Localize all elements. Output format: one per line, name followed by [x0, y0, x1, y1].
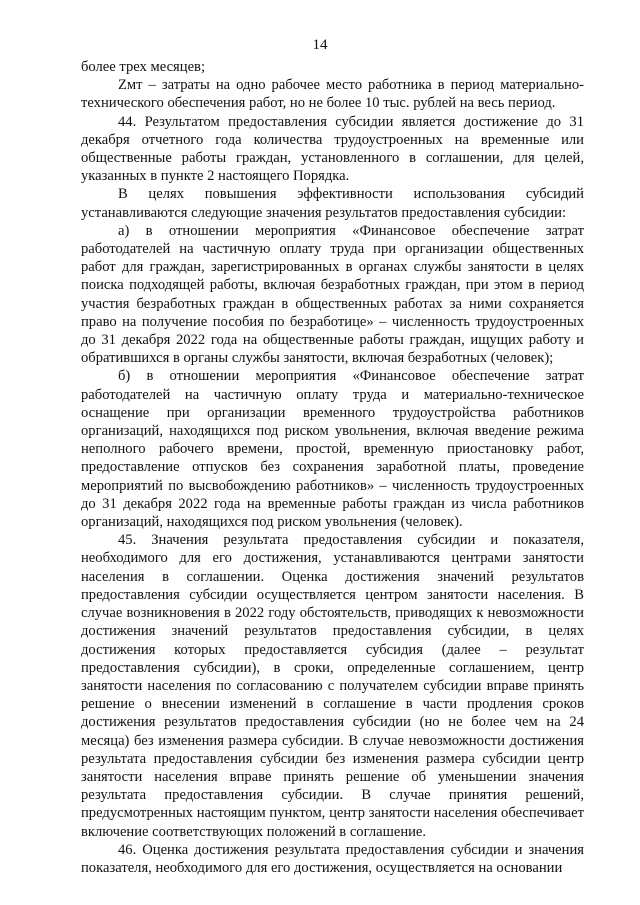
document-body — [81, 58, 584, 877]
paragraph-44: 44. Результатом предоставления субсидии является достижение до 31 декабря отчетного года количества трудоустроенных на временные или общественные работы граждан, установленного в соглашении, для целей, указанных в пункте 2 настоящего Порядка. — [81, 113, 584, 185]
page-number: 14 — [312, 37, 328, 53]
paragraph-continuation: более трех месяцев; — [81, 59, 205, 75]
paragraph-item-b: б) в отношении мероприятия «Финансовое обеспечение затрат работодателей на частичную оплату труда и материально-техническое оснащение при организации временного трудоустройства работников организаций, находящихся под риском увольнения, включая введение режима неполного рабочего времени, простой, временную приостановку работ, предоставление отпусков без сохранения заработной платы, проведение мероприятий по высвобождению работников» – численность трудоустроенных до 31 декабря 2022 года на временные работы граждан из числа работников организаций, находящихся под риском увольнения (человек). — [81, 368, 584, 531]
paragraph-45: 45. Значения результата предоставления субсидии и показателя, необходимого для его достижения, устанавливаются центрами занятости населения в соглашении. Оценка достижения значений результатов предоставления субсидии осуществляется центром занятости населения. В случае возникновения в 2022 году обстоятельств, приводящих к невозможности достижения значений результатов предоставления субсидии, в целях достижения которых предоставляется субсидия (далее – результат предоставления субсидии), в сроки, определенные соглашением, центр занятости населения по согласованию с получателем субсидии вправе принять решение о внесении изменений в соглашение в части продления сроков достижения результатов предоставления субсидии (но не более чем на 24 месяца) без изменения размера субсидии. В случае невозможности достижения результата предоставления субсидии без изменения размера субсидии центр занятости населения вправе принять решение об уменьшении значения результата предоставления субсидии. В случае принятия решений, предусмотренных настоящим пунктом, центр занятости населения обеспечивает включение соответствующих положений в соглашение. — [81, 532, 584, 840]
paragraph-result-values-intro: В целях повышения эффективности использования субсидий устанавливаются следующие значения результатов предоставления субсидии: — [81, 186, 584, 221]
paragraph-46: 46. Оценка достижения результата предоставления субсидии и значения показателя, необходимого для его достижения, осуществляется на основании — [81, 841, 584, 876]
paragraph-item-a: а) в отношении мероприятия «Финансовое обеспечение затрат работодателей на частичную оплату труда при организации общественных работ для граждан, зарегистрированных в органах службы занятости в целях поиска подходящей работы, включая безработных граждан, при этом в период участия безработных граждан в общественных работах за ними сохраняется право на получение пособия по безработице» – численность трудоустроенных до 31 декабря 2022 года на общественные работы граждан, ищущих работу и обратившихся в органы службы занятости, включая безработных (человек); — [81, 222, 584, 367]
paragraph-zmt-definition: Zмт – затраты на одно рабочее место работника в период материально-технического обеспечения работ, но не более 10 тыс. рублей на весь период. — [81, 77, 584, 112]
